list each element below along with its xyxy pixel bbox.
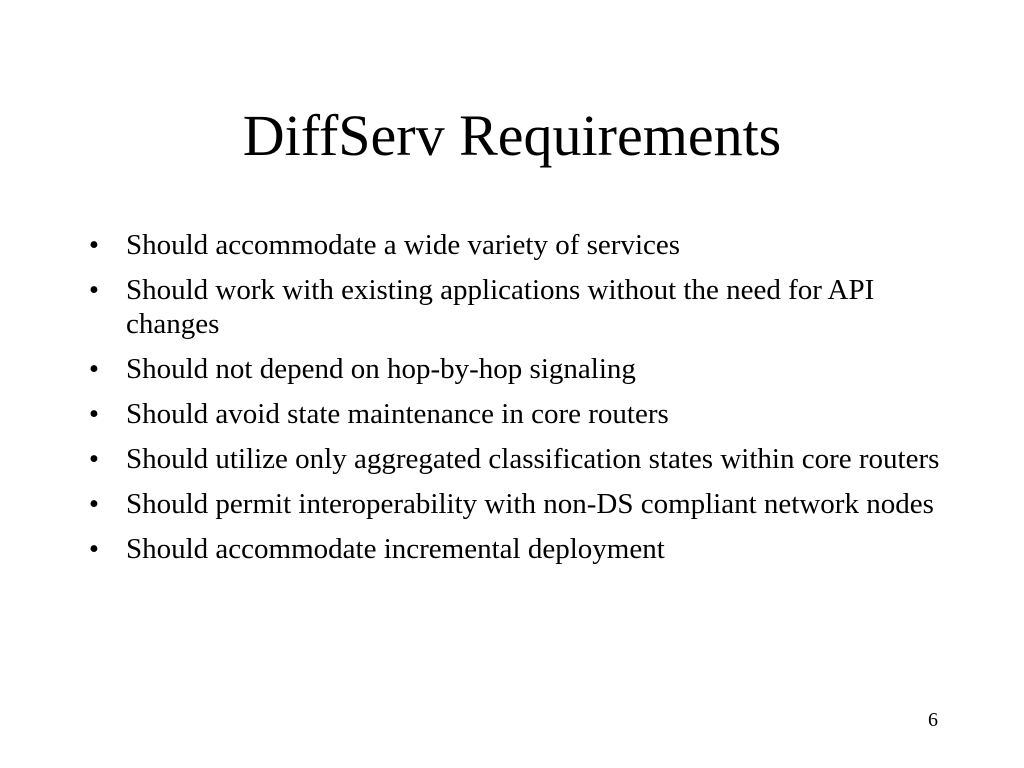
- list-item: [84, 442, 944, 476]
- bullet-icon: •: [88, 353, 100, 385]
- list-item-text: Should utilize only aggregated classification states within core routers: [126, 443, 940, 475]
- list-item-text: Should avoid state maintenance in core routers: [126, 398, 669, 430]
- list-item: [84, 273, 944, 341]
- list-item-text: Should accommodate a wide variety of services: [126, 229, 681, 261]
- bullet-icon: •: [88, 229, 100, 261]
- bullet-icon: •: [88, 488, 100, 520]
- list-item-text: Should work with existing applications without the need for API changes: [126, 274, 875, 340]
- list-item: [84, 352, 944, 386]
- page-number: 6: [928, 709, 938, 731]
- requirements-list: [84, 228, 944, 577]
- bullet-icon: •: [88, 443, 100, 475]
- slide-title: DiffServ Requirements: [242, 103, 782, 168]
- list-item-text: Should not depend on hop-by-hop signaling: [126, 353, 636, 385]
- bullet-icon: •: [88, 398, 100, 430]
- list-item-text: Should permit interoperability with non-DS compliant network nodes: [126, 488, 934, 520]
- list-item: [84, 487, 944, 521]
- bullet-icon: •: [88, 274, 100, 306]
- bullet-icon: •: [88, 533, 100, 565]
- list-item-text: Should accommodate incremental deployment: [126, 533, 665, 565]
- list-item: [84, 532, 944, 566]
- list-item: [84, 397, 944, 431]
- list-item: [84, 228, 944, 262]
